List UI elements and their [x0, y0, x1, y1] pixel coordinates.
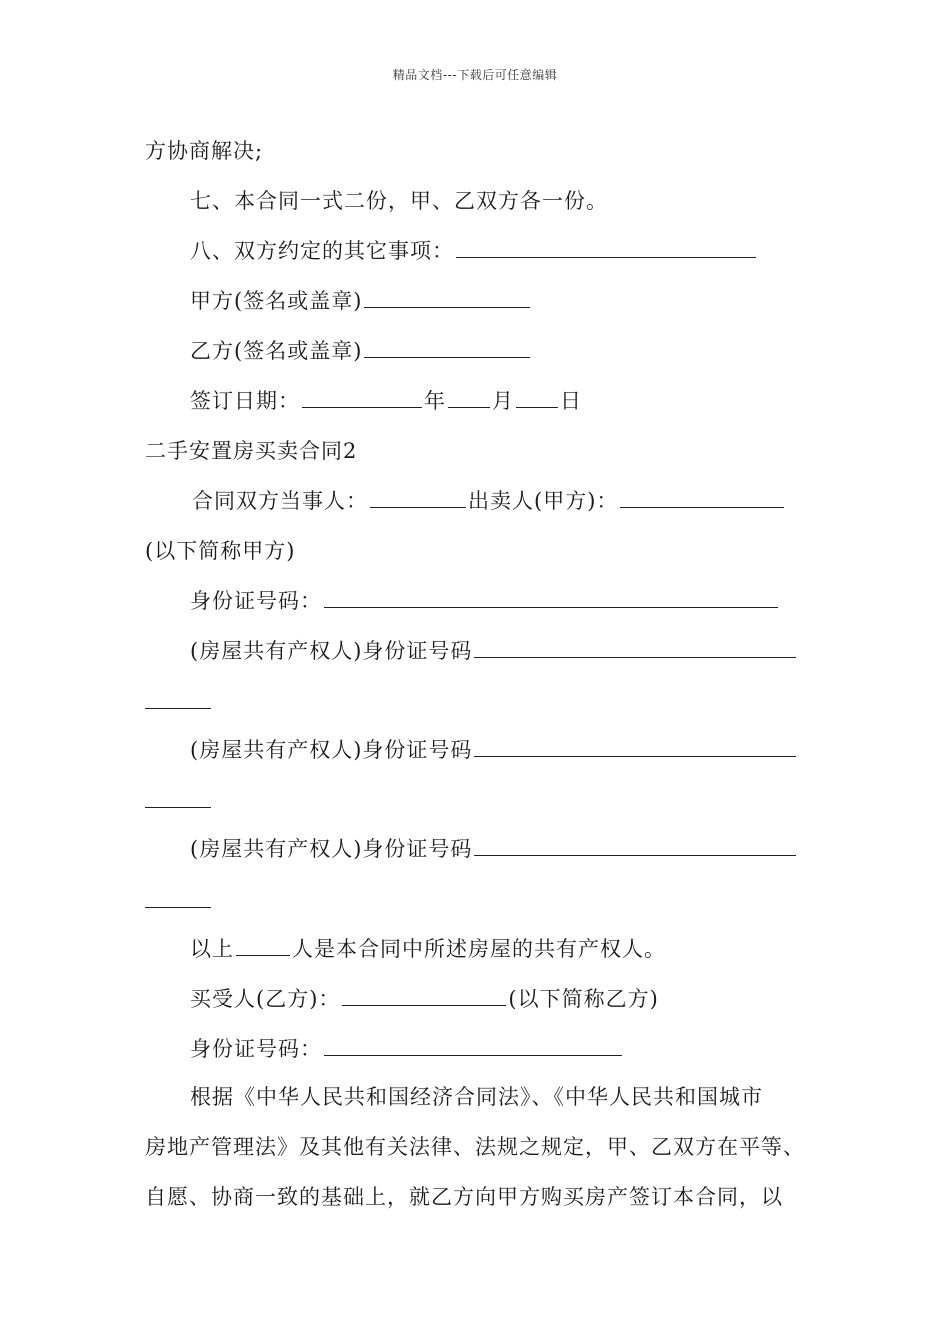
buyer-id-line [190, 1035, 624, 1063]
co-owner-id-blank-3[interactable] [474, 837, 796, 856]
co-owner-id-label-2: (房屋共有产权人)身份证号码 [190, 738, 473, 762]
co-owner-count-blank[interactable] [236, 937, 290, 956]
clause-seven: 七、本合同一式二份，甲、乙双方各一份。 [190, 189, 608, 213]
buyer-line [190, 985, 659, 1013]
page-header: 精品文档---下载后可任意编辑 [392, 68, 558, 82]
co-owner-id-line-3 [190, 835, 798, 863]
month-blank[interactable] [448, 389, 490, 408]
day-label: 日 [560, 389, 582, 413]
co-owner-count-prefix: 以上 [190, 937, 234, 961]
co-owner-id-blank-1[interactable] [474, 639, 796, 658]
co-owner-id-blank-1-cont[interactable] [145, 708, 211, 709]
co-owner-count-line [190, 935, 666, 963]
text-line: 方协商解决; [145, 139, 264, 163]
seller-abbrev: (以下简称甲方) [145, 539, 296, 563]
buyer-id-blank[interactable] [324, 1037, 622, 1056]
party-b-signature-line [190, 337, 532, 365]
signing-date-line [190, 387, 582, 415]
parties-label: 合同双方当事人： [192, 489, 368, 513]
preamble-line-3: 自愿、协商一致的基础上，就乙方向甲方购买房产签订本合同，以 [145, 1185, 783, 1209]
party-a-signature-label: 甲方(签名或盖章) [190, 289, 363, 313]
seller-id-line [190, 587, 780, 615]
parties-blank[interactable] [370, 489, 466, 508]
preamble-line-1: 根据《中华人民共和国经济合同法》、《中华人民共和国城市 [190, 1085, 763, 1109]
signing-date-label: 签订日期： [190, 389, 300, 413]
seller-id-label: 身份证号码： [190, 589, 322, 613]
seller-blank[interactable] [620, 489, 784, 508]
co-owner-id-label-1: (房屋共有产权人)身份证号码 [190, 639, 473, 663]
party-a-signature-line [190, 287, 532, 315]
co-owner-id-label-3: (房屋共有产权人)身份证号码 [190, 837, 473, 861]
day-blank[interactable] [516, 389, 558, 408]
contract-title: 二手安置房买卖合同2 [145, 439, 358, 463]
party-b-signature-label: 乙方(签名或盖章) [190, 339, 363, 363]
year-blank[interactable] [302, 389, 422, 408]
buyer-label: 买受人(乙方)： [190, 987, 341, 1011]
co-owner-id-blank-3-cont[interactable] [145, 907, 211, 908]
seller-label: 出卖人(甲方)： [468, 489, 619, 513]
co-owner-count-suffix: 人是本合同中所述房屋的共有产权人。 [292, 937, 666, 961]
buyer-blank[interactable] [342, 987, 506, 1006]
preamble-line-2: 房地产管理法》及其他有关法律、法规之规定，甲、乙双方在平等、 [145, 1135, 805, 1159]
parties-line [192, 487, 786, 515]
clause-eight-label: 八、双方约定的其它事项： [190, 239, 454, 263]
buyer-abbrev: (以下简称乙方) [508, 987, 659, 1011]
party-b-signature-blank[interactable] [364, 339, 530, 358]
co-owner-id-line-1 [190, 637, 798, 665]
co-owner-id-blank-2[interactable] [474, 738, 796, 757]
clause-eight [190, 237, 758, 265]
buyer-id-label: 身份证号码： [190, 1037, 322, 1061]
other-matters-blank[interactable] [456, 239, 756, 258]
party-a-signature-blank[interactable] [364, 289, 530, 308]
seller-id-blank[interactable] [324, 589, 778, 608]
month-label: 月 [492, 389, 514, 413]
co-owner-id-line-2 [190, 736, 798, 764]
co-owner-id-blank-2-cont[interactable] [145, 807, 211, 808]
year-label: 年 [424, 389, 446, 413]
